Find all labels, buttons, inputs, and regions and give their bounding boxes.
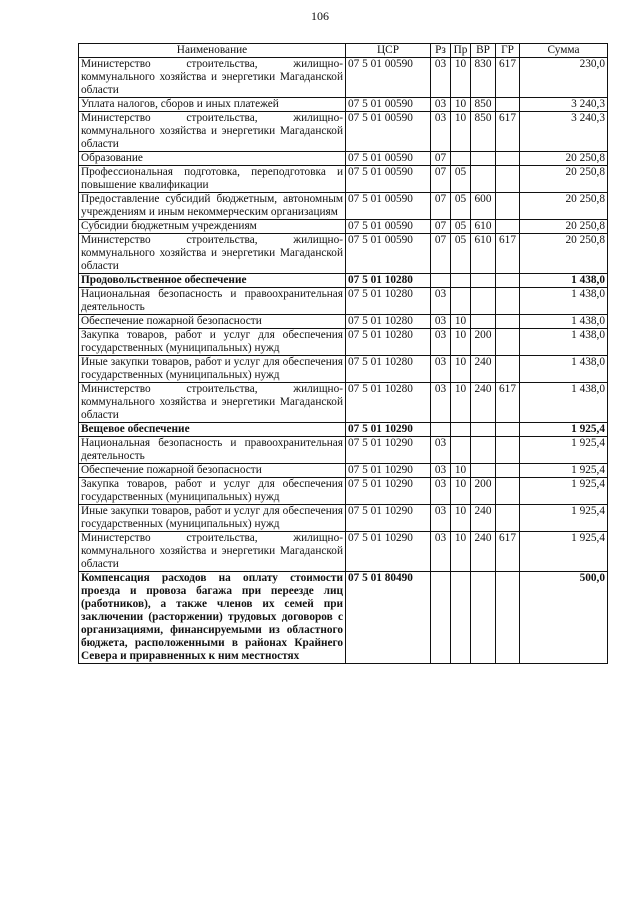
cell-gr: [496, 329, 520, 356]
cell-rz: 07: [431, 234, 451, 274]
cell-csr: 07 5 01 10280: [346, 356, 431, 383]
cell-sum: 1 438,0: [520, 356, 608, 383]
cell-pr: 05: [451, 234, 471, 274]
cell-sum: 20 250,8: [520, 166, 608, 193]
cell-pr: 10: [451, 478, 471, 505]
cell-vr: [471, 152, 496, 166]
cell-gr: [496, 437, 520, 464]
cell-sum: 1 438,0: [520, 383, 608, 423]
header-name: Наименование: [79, 44, 346, 58]
cell-pr: 10: [451, 356, 471, 383]
cell-csr: 07 5 01 00590: [346, 98, 431, 112]
cell-rz: 03: [431, 464, 451, 478]
cell-vr: [471, 437, 496, 464]
header-rz: Рз: [431, 44, 451, 58]
table-header-row: [79, 44, 608, 58]
cell-name: Закупка товаров, работ и услуг для обеспечения государственных (муниципальных) нужд: [79, 329, 346, 356]
cell-name: Образование: [79, 152, 346, 166]
table-row: [79, 220, 608, 234]
cell-vr: 240: [471, 356, 496, 383]
header-sum: Сумма: [520, 44, 608, 58]
cell-csr: 07 5 01 00590: [346, 193, 431, 220]
header-csr: ЦСР: [346, 44, 431, 58]
cell-gr: 617: [496, 234, 520, 274]
cell-sum: 1 925,4: [520, 532, 608, 572]
cell-vr: 240: [471, 383, 496, 423]
cell-gr: [496, 315, 520, 329]
cell-csr: 07 5 01 10280: [346, 288, 431, 315]
cell-name: Национальная безопасность и правоохранительная деятельность: [79, 437, 346, 464]
cell-gr: [496, 98, 520, 112]
cell-pr: 10: [451, 532, 471, 572]
page-number: 106: [311, 9, 329, 23]
cell-pr: 05: [451, 166, 471, 193]
cell-rz: 03: [431, 98, 451, 112]
cell-pr: 10: [451, 58, 471, 98]
cell-csr: 07 5 01 10280: [346, 383, 431, 423]
cell-csr: 07 5 01 00590: [346, 112, 431, 152]
cell-name: Министерство строительства, жилищно-коммунального хозяйства и энергетики Магаданской области: [79, 383, 346, 423]
cell-vr: 240: [471, 532, 496, 572]
cell-sum: 3 240,3: [520, 98, 608, 112]
cell-rz: 03: [431, 383, 451, 423]
cell-pr: [451, 274, 471, 288]
cell-csr: 07 5 01 00590: [346, 152, 431, 166]
cell-sum: 20 250,8: [520, 220, 608, 234]
cell-csr: 07 5 01 00590: [346, 220, 431, 234]
cell-pr: [451, 423, 471, 437]
cell-gr: 617: [496, 58, 520, 98]
cell-vr: [471, 423, 496, 437]
cell-vr: [471, 288, 496, 315]
cell-pr: [451, 437, 471, 464]
cell-csr: 07 5 01 10280: [346, 329, 431, 356]
cell-rz: [431, 423, 451, 437]
cell-rz: 03: [431, 112, 451, 152]
table-row: [79, 58, 608, 98]
cell-vr: [471, 315, 496, 329]
cell-name: Иные закупки товаров, работ и услуг для обеспечения государственных (муниципальных) нужд: [79, 505, 346, 532]
cell-pr: 10: [451, 329, 471, 356]
cell-name: Профессиональная подготовка, переподготовка и повышение квалификации: [79, 166, 346, 193]
table-row: [79, 329, 608, 356]
cell-vr: 850: [471, 112, 496, 152]
cell-pr: 10: [451, 383, 471, 423]
table-row: [79, 532, 608, 572]
cell-rz: 07: [431, 166, 451, 193]
cell-name: Обеспечение пожарной безопасности: [79, 315, 346, 329]
cell-csr: 07 5 01 10290: [346, 464, 431, 478]
cell-gr: [496, 423, 520, 437]
cell-sum: 1 438,0: [520, 288, 608, 315]
cell-gr: [496, 193, 520, 220]
cell-pr: 10: [451, 464, 471, 478]
cell-name: Уплата налогов, сборов и иных платежей: [79, 98, 346, 112]
cell-vr: [471, 274, 496, 288]
cell-pr: 10: [451, 505, 471, 532]
cell-rz: 03: [431, 532, 451, 572]
cell-vr: 830: [471, 58, 496, 98]
cell-csr: 07 5 01 10290: [346, 478, 431, 505]
cell-gr: [496, 166, 520, 193]
cell-vr: 850: [471, 98, 496, 112]
cell-sum: 20 250,8: [520, 152, 608, 166]
cell-gr: [496, 152, 520, 166]
table-row: [79, 234, 608, 274]
cell-vr: [471, 464, 496, 478]
cell-sum: 1 438,0: [520, 315, 608, 329]
cell-rz: 03: [431, 288, 451, 315]
cell-sum: 1 925,4: [520, 464, 608, 478]
cell-pr: [451, 152, 471, 166]
cell-rz: 03: [431, 356, 451, 383]
cell-rz: 03: [431, 437, 451, 464]
cell-sum: 500,0: [520, 572, 608, 664]
cell-name: Национальная безопасность и правоохранительная деятельность: [79, 288, 346, 315]
cell-name: Предоставление субсидий бюджетным, автономным учреждениям и иным некоммерческим организациям: [79, 193, 346, 220]
table-row: [79, 152, 608, 166]
table-row: [79, 274, 608, 288]
table-row: [79, 112, 608, 152]
cell-gr: [496, 220, 520, 234]
cell-name: Продовольственное обеспечение: [79, 274, 346, 288]
cell-sum: 3 240,3: [520, 112, 608, 152]
cell-vr: 610: [471, 220, 496, 234]
cell-gr: 617: [496, 532, 520, 572]
cell-vr: 600: [471, 193, 496, 220]
cell-pr: 05: [451, 193, 471, 220]
cell-name: Субсидии бюджетным учреждениям: [79, 220, 346, 234]
cell-sum: 1 925,4: [520, 478, 608, 505]
cell-sum: 1 925,4: [520, 505, 608, 532]
cell-vr: [471, 166, 496, 193]
cell-sum: 20 250,8: [520, 193, 608, 220]
table-row: [79, 423, 608, 437]
cell-rz: 03: [431, 315, 451, 329]
cell-rz: [431, 274, 451, 288]
cell-gr: [496, 288, 520, 315]
table-row: [79, 572, 608, 664]
cell-sum: 1 925,4: [520, 423, 608, 437]
cell-sum: 1 438,0: [520, 274, 608, 288]
table-body: [79, 58, 608, 664]
table-row: [79, 288, 608, 315]
cell-csr: 07 5 01 10290: [346, 437, 431, 464]
cell-vr: 240: [471, 505, 496, 532]
table-row: [79, 315, 608, 329]
cell-pr: 05: [451, 220, 471, 234]
cell-csr: 07 5 01 10290: [346, 532, 431, 572]
cell-name: Министерство строительства, жилищно-коммунального хозяйства и энергетики Магаданской области: [79, 532, 346, 572]
cell-gr: [496, 572, 520, 664]
cell-csr: 07 5 01 80490: [346, 572, 431, 664]
cell-rz: 03: [431, 478, 451, 505]
cell-rz: 07: [431, 193, 451, 220]
cell-pr: [451, 572, 471, 664]
header-pr: Пр: [451, 44, 471, 58]
cell-rz: 07: [431, 152, 451, 166]
cell-csr: 07 5 01 00590: [346, 58, 431, 98]
cell-gr: [496, 464, 520, 478]
table-row: [79, 383, 608, 423]
cell-name: Закупка товаров, работ и услуг для обеспечения государственных (муниципальных) нужд: [79, 478, 346, 505]
cell-vr: 200: [471, 329, 496, 356]
header-vr: ВР: [471, 44, 496, 58]
cell-sum: 1 925,4: [520, 437, 608, 464]
cell-pr: 10: [451, 98, 471, 112]
cell-pr: [451, 288, 471, 315]
cell-rz: [431, 572, 451, 664]
cell-rz: 07: [431, 220, 451, 234]
cell-gr: [496, 478, 520, 505]
cell-gr: [496, 505, 520, 532]
cell-gr: 617: [496, 383, 520, 423]
cell-name: Министерство строительства, жилищно-коммунального хозяйства и энергетики Магаданской области: [79, 234, 346, 274]
cell-csr: 07 5 01 10280: [346, 315, 431, 329]
cell-rz: 03: [431, 58, 451, 98]
cell-sum: 20 250,8: [520, 234, 608, 274]
cell-rz: 03: [431, 505, 451, 532]
cell-gr: 617: [496, 112, 520, 152]
table-row: [79, 193, 608, 220]
cell-name: Вещевое обеспечение: [79, 423, 346, 437]
header-gr: ГР: [496, 44, 520, 58]
table-row: [79, 166, 608, 193]
table-row: [79, 437, 608, 464]
table-row: [79, 478, 608, 505]
table-row: [79, 98, 608, 112]
cell-pr: 10: [451, 315, 471, 329]
cell-name: Министерство строительства, жилищно-коммунального хозяйства и энергетики Магаданской области: [79, 112, 346, 152]
cell-sum: 230,0: [520, 58, 608, 98]
table-row: [79, 356, 608, 383]
cell-vr: [471, 572, 496, 664]
cell-name: Иные закупки товаров, работ и услуг для обеспечения государственных (муниципальных) нужд: [79, 356, 346, 383]
cell-name: Министерство строительства, жилищно-коммунального хозяйства и энергетики Магаданской области: [79, 58, 346, 98]
budget-table: [78, 43, 608, 664]
cell-csr: 07 5 01 10290: [346, 505, 431, 532]
table-row: [79, 464, 608, 478]
cell-csr: 07 5 01 00590: [346, 234, 431, 274]
cell-csr: 07 5 01 10280: [346, 274, 431, 288]
cell-gr: [496, 274, 520, 288]
table-row: [79, 505, 608, 532]
cell-vr: 610: [471, 234, 496, 274]
cell-csr: 07 5 01 10290: [346, 423, 431, 437]
cell-gr: [496, 356, 520, 383]
cell-vr: 200: [471, 478, 496, 505]
cell-sum: 1 438,0: [520, 329, 608, 356]
cell-name: Обеспечение пожарной безопасности: [79, 464, 346, 478]
cell-csr: 07 5 01 00590: [346, 166, 431, 193]
cell-pr: 10: [451, 112, 471, 152]
cell-rz: 03: [431, 329, 451, 356]
cell-name: Компенсация расходов на оплату стоимости проезда и провоза багажа при переезде лиц (работников), а также членов их семей при заключении (расторжении) трудовых договоров с организациями, финансируемыми из областного бюджета, расположенными в районах Крайнего Севера и приравненных к ним местностях: [79, 572, 346, 664]
